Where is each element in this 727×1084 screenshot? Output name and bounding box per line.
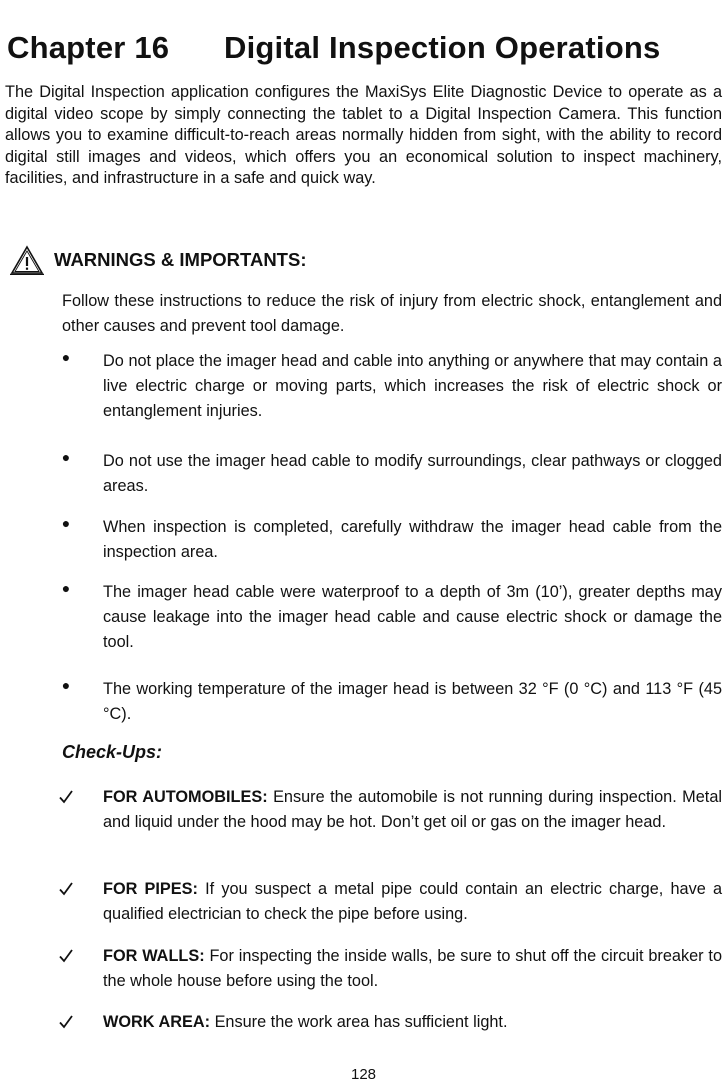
checkup-label: FOR WALLS:: [103, 947, 205, 965]
page-number: 128: [350, 1066, 377, 1083]
bullet-icon: ●: [61, 349, 71, 365]
checkup-text: [103, 944, 722, 994]
warning-text: The imager head cable were waterproof to a depth of 3m (10’), greater depths may cause leakage into the imager head cable and cause electric shock or damage the tool.: [103, 583, 722, 651]
checkup-body: Ensure the automobile is not running during inspection. Metal and liquid under the hood may be hot. Don’t get oil or gas on the imager head.: [103, 788, 722, 831]
warning-text: When inspection is completed, carefully withdraw the imager head cable from the inspection area.: [103, 518, 722, 561]
chapter-title: Digital Inspection Operations: [224, 30, 661, 65]
checkup-body: If you suspect a metal pipe could contain an electric charge, have a qualified electrician to check the pipe before using.: [103, 880, 723, 923]
warning-triangle-icon: [10, 245, 44, 275]
bullet-icon: ●: [61, 515, 71, 531]
checkup-label: FOR PIPES:: [103, 880, 198, 898]
checkmark-icon: [58, 1014, 74, 1030]
checkup-body: Ensure the work area has sufficient light.: [214, 1013, 508, 1031]
warning-text: Do not use the imager head cable to modify surroundings, clear pathways or clogged areas.: [103, 452, 722, 495]
chapter-heading: [7, 30, 660, 66]
bullet-icon: ●: [61, 580, 71, 596]
checkup-text: [103, 785, 722, 835]
warnings-header: [10, 245, 710, 275]
warning-text: Do not place the imager head and cable into anything or anywhere that may contain a live electric charge or moving parts, which increases the risk of electric shock or entanglement injuries.: [103, 352, 722, 420]
bullet-icon: ●: [61, 449, 71, 465]
checkup-text: [103, 1010, 722, 1035]
warnings-lead: Follow these instructions to reduce the risk of injury from electric shock, entanglement and other causes and prevent tool damage.: [62, 292, 722, 335]
checkmark-icon: [58, 789, 74, 805]
checkup-text: [103, 877, 722, 927]
warning-text: The working temperature of the imager head is between 32 °F (0 °C) and 113 °F (45 °C).: [103, 680, 722, 723]
warnings-title: WARNINGS & IMPORTANTS:: [54, 249, 307, 270]
checkup-label: FOR AUTOMOBILES:: [103, 788, 268, 806]
checkmark-icon: [58, 881, 74, 897]
checkup-body: For inspecting the inside walls, be sure to shut off the circuit breaker to the whole house before using the tool.: [103, 947, 723, 990]
bullet-icon: ●: [61, 677, 71, 693]
checkmark-icon: [58, 948, 74, 964]
checkup-label: WORK AREA:: [103, 1013, 211, 1031]
checkups-title: Check-Ups:: [62, 742, 163, 762]
intro-paragraph: The Digital Inspection application configures the MaxiSys Elite Diagnostic Device to operate as a digital video scope by simply connecting the tablet to a Digital Inspection Camera. This function allows you to examine difficult-to-reach areas normally hidden from sight, with the ability to record digital still images and videos, which offers you an economical solution to inspect machinery, facilities, and infrastructure in a safe and quick way.: [5, 83, 722, 187]
chapter-number: Chapter 16: [7, 30, 170, 65]
